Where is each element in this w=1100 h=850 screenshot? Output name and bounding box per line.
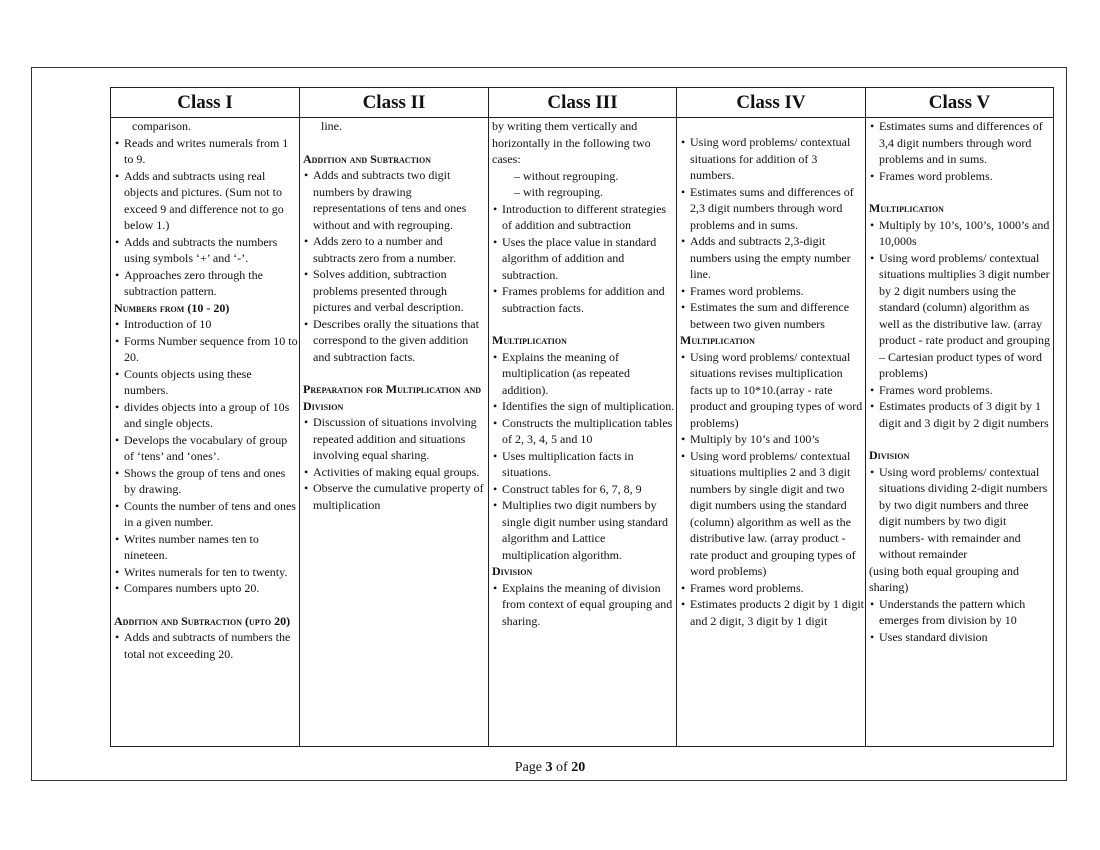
list-item: • Estimates products 2 digit by 1 digit and 2 digit, 3 digit by 1 digit <box>680 596 864 629</box>
column-header-class-3: Class III <box>489 88 677 118</box>
column-content-class-4 <box>677 118 866 747</box>
column-content-class-3 <box>489 118 677 747</box>
list-item: • Activities of making equal groups. <box>303 464 487 481</box>
column-header-class-4: Class IV <box>677 88 866 118</box>
sub-item: – with regrouping. <box>514 185 603 199</box>
spacer <box>680 118 864 134</box>
list-item: • Estimates sums and differences of 2,3 digit numbers through word problems and in sums. <box>680 184 864 234</box>
paragraph-text: by writing them vertically and horizontally in the following two cases: <box>492 119 651 166</box>
page-label: Page <box>514 760 543 775</box>
continued-text: line. <box>321 119 342 133</box>
list-item: • Uses the place value in standard algorithm of addition and subtraction. <box>492 234 675 284</box>
list-item: • Reads and writes numerals from 1 to 9. <box>114 135 298 168</box>
list-item: • Frames word problems. <box>869 382 1052 399</box>
continued-text: comparison. <box>132 119 191 133</box>
page-current: 3 <box>545 760 553 775</box>
spacer <box>869 431 1052 447</box>
list-item: • Multiply by 10’s and 100’s <box>680 431 864 448</box>
spacer <box>303 135 487 151</box>
column-content-class-2 <box>300 118 489 747</box>
page-footer <box>0 760 1100 776</box>
list-item: • Forms Number sequence from 10 to 20. <box>114 333 298 366</box>
list-item: • Adds and subtracts two digit numbers by drawing representations of tens and ones without and with regrouping. <box>303 167 487 233</box>
list-item: • Explains the meaning of multiplication (as repeated addition). <box>492 349 675 399</box>
section-heading: Addition and Subtraction <box>303 151 432 166</box>
list-item: • Frames word problems. <box>680 580 864 597</box>
column-content-class-1 <box>111 118 300 747</box>
list-item: • Estimates products of 3 digit by 1 digit and 3 digit by 2 digit numbers <box>869 398 1052 431</box>
list-item: • Observe the cumulative property of multiplication <box>303 480 487 513</box>
list-item: • Estimates sums and differences of 3,4 digit numbers through word problems and in sums. <box>869 118 1052 168</box>
list-item: • Frames word problems. <box>869 168 1052 185</box>
curriculum-table <box>110 87 1054 747</box>
of-label: of <box>556 760 568 775</box>
list-item: • Estimates the sum and difference between two given numbers <box>680 299 864 332</box>
list-item: • Adds zero to a number and subtracts zero from a number. <box>303 233 487 266</box>
list-item: • Using word problems/ contextual situations revises multiplication facts up to 10*10.(array - rate product and grouping types of word problems) <box>680 349 864 432</box>
list-item: • Using word problems/ contextual situations multiplies 3 digit number by 2 digit numbers using the standard (column) algorithm as well as the distributive law. (array product - rate product and grouping – Cartesian product types of word problems) <box>869 250 1052 382</box>
list-item: • Introduction to different strategies of addition and subtraction <box>492 201 675 234</box>
list-item: • Adds and subtracts the numbers using symbols ‘+’ and ‘-’. <box>114 234 298 267</box>
column-header-class-1: Class I <box>111 88 300 118</box>
list-item: • Adds and subtracts of numbers the total not exceeding 20. <box>114 629 298 662</box>
list-item: • Writes numerals for ten to twenty. <box>114 564 298 581</box>
list-item: • Compares numbers upto 20. <box>114 580 298 597</box>
list-item: • Understands the pattern which emerges from division by 10 <box>869 596 1052 629</box>
section-heading: Multiplication <box>869 201 944 215</box>
list-item: • Counts objects using these numbers. <box>114 366 298 399</box>
paragraph-text: (using both equal grouping and sharing) <box>869 563 1019 594</box>
list-item: • Using word problems/ contextual situations dividing 2-digit numbers by two digit numbers and three digit numbers by two digit numbers- with remainder and without remainder <box>869 464 1052 563</box>
list-item: • Counts the number of tens and ones in a given number. <box>114 498 298 531</box>
list-item: • Frames word problems. <box>680 283 864 300</box>
list-item: • Multiplies two digit numbers by single digit number using standard algorithm and Lattice multiplication algorithm. <box>492 497 675 563</box>
section-heading: Numbers from (10 - 20) <box>114 300 230 315</box>
spacer <box>869 184 1052 200</box>
list-item: • Describes orally the situations that correspond to the given addition and subtraction facts. <box>303 316 487 366</box>
list-item: • Uses standard division <box>869 629 1052 646</box>
column-content-class-5 <box>866 118 1054 747</box>
list-item: • Construct tables for 6, 7, 8, 9 <box>492 481 675 498</box>
list-item: • divides objects into a group of 10s and single objects. <box>114 399 298 432</box>
column-header-class-5: Class V <box>866 88 1054 118</box>
list-item: • Solves addition, subtraction problems presented through pictures and verbal description. <box>303 266 487 316</box>
page-total: 20 <box>571 760 586 775</box>
list-item: • Using word problems/ contextual situations for addition of 3 numbers. <box>680 134 864 184</box>
list-item: • Using word problems/ contextual situations multiplies 2 and 3 digit numbers by single digit and two digit numbers using the standard (column) algorithm as well as the distributive law. (array product - rate product and grouping types of word problems) <box>680 448 864 580</box>
section-heading: Multiplication <box>492 333 567 347</box>
section-heading: Preparation for Multiplication and Division <box>303 382 482 413</box>
header-row <box>111 88 1054 118</box>
list-item: • Approaches zero through the subtraction pattern. <box>114 267 298 300</box>
list-item: • Adds and subtracts using real objects and pictures. (Sum not to exceed 9 and difference not to go below 1.) <box>114 168 298 234</box>
column-header-class-2: Class II <box>300 88 489 118</box>
list-item: • Frames problems for addition and subtraction facts. <box>492 283 675 316</box>
list-item: • Constructs the multiplication tables of 2, 3, 4, 5 and 10 <box>492 415 675 448</box>
sub-item: – without regrouping. <box>514 168 619 183</box>
section-heading: Multiplication <box>680 333 755 347</box>
section-heading: Division <box>869 448 910 462</box>
list-item: • Uses multiplication facts in situations. <box>492 448 675 481</box>
list-item: • Develops the vocabulary of group of ‘tens’ and ‘ones’. <box>114 432 298 465</box>
section-heading: Division <box>492 564 533 578</box>
spacer <box>114 597 298 613</box>
list-item: • Discussion of situations involving repeated addition and situations involving equal sharing. <box>303 414 487 464</box>
list-item: • Explains the meaning of division from context of equal grouping and sharing. <box>492 580 675 630</box>
list-item: • Adds and subtracts 2,3-digit numbers using the empty number line. <box>680 233 864 283</box>
section-heading: Addition and Subtraction (upto 20) <box>114 613 291 628</box>
list-item: • Identifies the sign of multiplication. <box>492 398 675 415</box>
list-item: • Shows the group of tens and ones by drawing. <box>114 465 298 498</box>
list-item: • Multiply by 10’s, 100’s, 1000’s and 10,000s <box>869 217 1052 250</box>
spacer <box>303 365 487 381</box>
list-item: • Introduction of 10 <box>114 316 298 333</box>
content-row <box>111 118 1054 747</box>
list-item: • Writes number names ten to nineteen. <box>114 531 298 564</box>
spacer <box>492 316 675 332</box>
